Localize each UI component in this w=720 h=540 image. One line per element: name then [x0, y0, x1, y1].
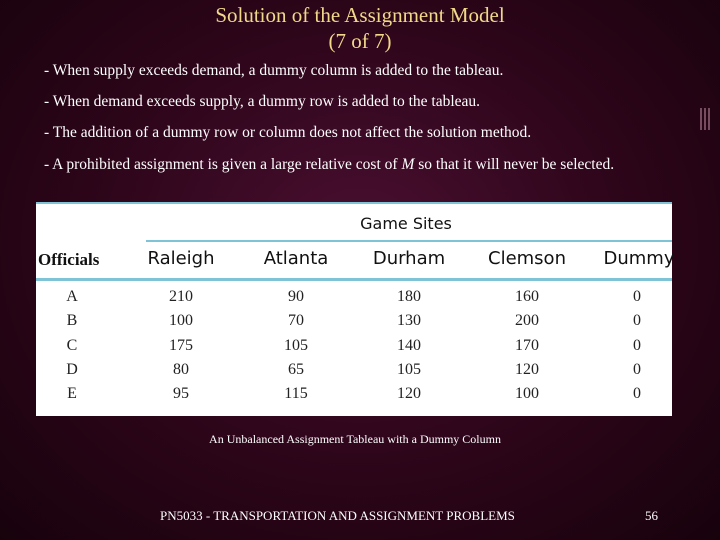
bullet-text: so that it will never be selected. [414, 156, 615, 173]
table-cell: 130 [397, 312, 421, 329]
table-cell: 140 [397, 337, 421, 354]
table-cell: 95 [173, 385, 189, 402]
table-cell: 65 [288, 361, 304, 378]
table-cell: 210 [169, 288, 193, 305]
table-cell: 90 [288, 288, 304, 305]
bullet-item: - When demand exceeds supply, a dummy row is added to the tableau. [44, 93, 481, 110]
table-cell: 105 [284, 337, 308, 354]
column-header-raleigh: Raleigh [147, 248, 215, 269]
table-cell: 0 [633, 288, 641, 305]
table-cell: 180 [397, 288, 421, 305]
table-cell: 100 [169, 312, 193, 329]
row-label: B [66, 312, 78, 329]
table-caption: An Unbalanced Assignment Tableau with a Dummy Column [209, 432, 501, 446]
table-rule [36, 202, 672, 204]
bullet-text: - A prohibited assignment is given a large relative cost of [44, 156, 402, 173]
title-line-2: (7 of 7) [328, 29, 392, 53]
bullet-item: - The addition of a dummy row or column does not affect the solution method. [44, 124, 532, 141]
column-header-durham: Durham [372, 248, 446, 269]
table-cell: 0 [633, 361, 641, 378]
decorative-mark [700, 108, 712, 130]
table-cell: 105 [397, 361, 421, 378]
table-cell: 175 [169, 337, 193, 354]
column-header-atlanta: Atlanta [263, 248, 329, 269]
column-header-dummy: Dummy [603, 248, 675, 269]
row-label: D [66, 361, 78, 378]
table-cell: 160 [515, 288, 539, 305]
slide-footer: PN5033 - TRANSPORTATION AND ASSIGNMENT PROBLEMS [160, 508, 515, 523]
game-sites-header: Game Sites [360, 214, 452, 233]
row-label: E [67, 385, 77, 402]
title-line-1: Solution of the Assignment Model [215, 3, 505, 27]
table-cell: 120 [397, 385, 421, 402]
table-cell: 200 [515, 312, 539, 329]
slide-title [0, 2, 720, 54]
table-rule [146, 240, 672, 242]
table-cell: 0 [633, 312, 641, 329]
assignment-tableau [36, 202, 675, 416]
table-cell: 70 [288, 312, 304, 329]
bullet-item: - When supply exceeds demand, a dummy column is added to the tableau. [44, 62, 504, 79]
bullet-item [44, 156, 614, 174]
row-label: C [66, 337, 78, 354]
bullet-emphasis: M [401, 156, 415, 173]
row-label: A [66, 288, 78, 305]
table-cell: 0 [633, 337, 641, 354]
officials-header: Officials [38, 250, 100, 269]
table-cell: 170 [515, 337, 539, 354]
table-cell: 0 [633, 385, 641, 402]
page-number: 56 [645, 508, 658, 523]
table-cell: 100 [515, 385, 539, 402]
table-cell: 120 [515, 361, 539, 378]
table-cell: 115 [284, 385, 308, 402]
table-cell: 80 [173, 361, 189, 378]
table-rule [36, 278, 672, 281]
column-header-clemson: Clemson [488, 248, 566, 269]
